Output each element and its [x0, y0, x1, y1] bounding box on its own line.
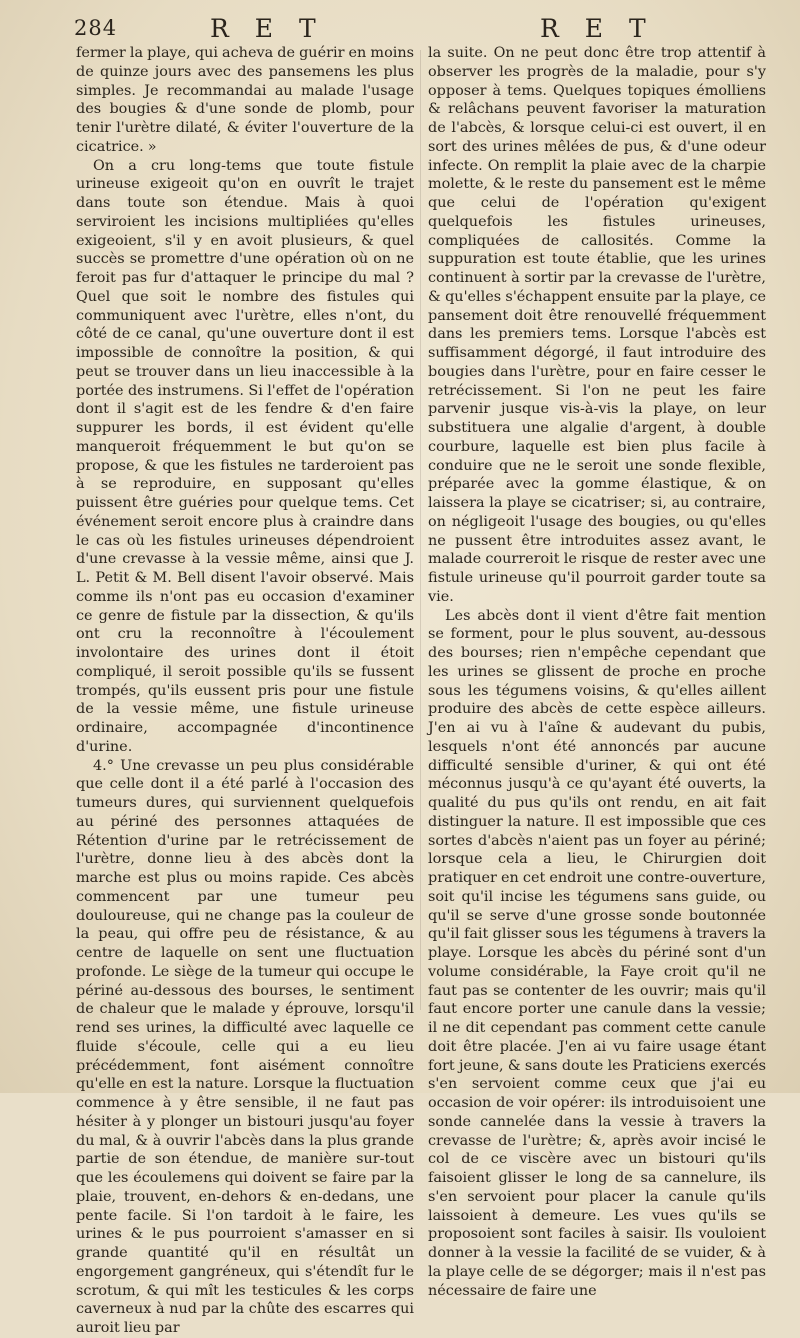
running-head-left: R E T [210, 14, 325, 43]
right-column [428, 44, 766, 1300]
running-head-right: R E T [540, 14, 655, 43]
paragraph: fermer la playe, qui acheva de guérir en moins de quinze jours avec des pansemens les plus simples. Je recommandai au malade l'usage des bougies & d'une sonde de plomb, pour tenir l'urètre dilaté, & éviter l'ouverture de la cicatrice. » [76, 45, 414, 155]
column-divider [420, 50, 421, 1010]
left-column [76, 44, 414, 1338]
paragraph: On a cru long-tems que toute fistule urineuse exigeoit qu'on en ouvrît le trajet dans toute son étendue. Mais à quoi serviroient les incisions multipliées qu'elles exigeoient, s'il y en avoit plusieurs, & quel succès se promettre d'une opération où on ne feroit pas fur d'attaquer le principe du mal ? Quel que soit le nombre des fistules qui communiquent avec l'urètre, elles n'ont, du côté de ce canal, qu'une ouverture dont il est impossible de connoître la position, & qui peut se trouver dans un lieu inaccessible à la portée des instrumens. Si l'effet de l'opération dont il s'agit est de les fendre & d'en faire suppurer les bords, il est évident qu'elle manqueroit fréquemment le but qu'on se propose, & que les fistules ne tarderoient pas à se reproduire, en supposant qu'elles puissent être guéries pour quelque tems. Cet événement seroit encore plus à craindre dans le cas où les fistules urineuses dépendroient d'une crevasse à la vessie même, ainsi que J. L. Petit & M. Bell disent l'avoir observé. Mais comme ils n'ont pas eu occasion d'examiner ce genre de fistule par la dissection, & qu'ils ont cru la reconnoître à l'écoulement involontaire des urines dont il étoit compliqué, il seroit possible qu'ils se fussent trompés, qu'ils eussent pris pour une fistule de la vessie même, une fistule urineuse ordinaire, accompagnée d'incontinence d'urine. [76, 157, 414, 755]
paragraph: la suite. On ne peut donc être trop attentif à observer les progrès de la maladie, pour s'y opposer à tems. Quelques topiques émolliens & relâchans peuvent favoriser la maturation de l'abcès, & lorsque celui-ci est ouvert, il en sort des urines mêlées de pus, & d'une odeur infecte. On remplit la plaie avec de la charpie molette, & le reste du pansement est le même que celui de l'opération qu'exigent quelquefois les fistules urineuses, compliquées de callosités. Comme la suppuration est toute établie, que les urines continuent à sortir par la crevasse de l'urètre, & qu'elles s'échappent ensuite par la playe, ce pansement doit être renouvellé fréquemment dans les premiers tems. Lorsque l'abcès est suffisamment dégorgé, il faut introduire des bougies dans l'urètre, pour en faire cesser le retrécissement. Si l'on ne peut les faire parvenir jusque vis-à-vis la playe, on leur substituera une algalie d'argent, à double courbure, laquelle est bien plus facile à conduire que ne le seroit une sonde flexible, préparée avec la gomme élastique, & on laissera la playe se cicatriser; si, au contraire, on négligeoit l'usage des bougies, ou qu'elles ne pussent être introduites assez avant, le malade courreroit le risque de rester avec une fistule urineuse qu'il pourroit garder toute sa vie. [428, 45, 766, 605]
page-number: 284 [74, 16, 118, 40]
page-header [70, 10, 770, 42]
paragraph: Les abcès dont il vient d'être fait mention se forment, pour le plus souvent, au-dessous des bourses; rien n'empêche cependant que les urines se glissent de proche en proche sous les tégumens voisins, & qu'elles aillent produire des abcès de cette espèce ailleurs. J'en ai vu à l'aîne & audevant du pubis, lesquels n'ont été annoncés par aucune difficulté sensible d'uriner, & qui ont été méconnus jusqu'à ce qu'ayant été ouverts, la qualité du pus qu'ils ont rendu, en ait fait distinguer la nature. Il est impossible que ces sortes d'abcès n'aient pas un foyer au périné; lorsque cela a lieu, le Chirurgien doit pratiquer en cet endroit une contre-ouverture, soit qu'il incise les tégumens sans guide, ou qu'il se serve d'une grosse sonde boutonnée qu'il fait glisser sous les tégumens à travers la playe. Lorsque les abcès du périné sont d'un volume considérable, la Faye croit qu'il ne faut pas se contenter de les ouvrir; mais qu'il faut encore porter une canule dans la vessie; il ne dit cependant pas comment cette canule doit être placée. J'en ai vu faire usage étant fort jeune, & sans doute les Praticiens exercés s'en servoient comme ceux que j'ai eu occasion de voir opérer: ils introduisoient une sonde cannelée dans la vessie à travers la crevasse de l'urètre; &, après avoir incisé le col de ce viscère avec un bistouri qu'ils faisoient glisser le long de sa cannelure, ils s'en servoient pour placer la canule qu'ils laissoient à demeure. Les vues qu'ils se proposoient sont faciles à saisir. Ils vouloient donner à la vessie la facilité de se vuider, & à la playe celle de se dégorger; mais il n'est pas nécessaire de faire une [428, 607, 766, 1299]
paragraph: 4.° Une crevasse un peu plus considérable que celle dont il a été parlé à l'occasion des tumeurs dures, qui surviennent quelquefois au périné des personnes attaquées de Rétention d'urine par le retrécissement de l'urètre, donne lieu à des abcès dont la marche est plus ou moins rapide. Ces abcès commencent par une tumeur peu douloureuse, qui ne change pas la couleur de la peau, qui offre peu de résistance, & au centre de laquelle on sent une fluctuation profonde. Le siège de la tumeur qui occupe le périné au-dessous des bourses, le sentiment de chaleur que le malade y éprouve, lorsqu'il rend ses urines, la difficulté avec laquelle ce fluide s'écoule, celle qui a eu lieu précédemment, font aisément connoître qu'elle en est la nature. Lorsque la fluctuation commence à y être sensible, il ne faut pas hésiter à y plonger un bistouri jusqu'au foyer du mal, & à ouvrir l'abcès dans la plus grande partie de son étendue, de manière sur-tout que les écoulemens qui doivent se faire par la plaie, trouvent, en-dehors & en-dedans, une pente facile. Si l'on tardoit à le faire, les urines & le pus pourroient s'amasser en si grande quantité qu'il en résultât un engorgement gangréneux, qui s'étendît fur le scrotum, & qui mît les testicules & les corps caverneux à nud par la chûte des escarres qui auroit lieu par [76, 757, 414, 1336]
